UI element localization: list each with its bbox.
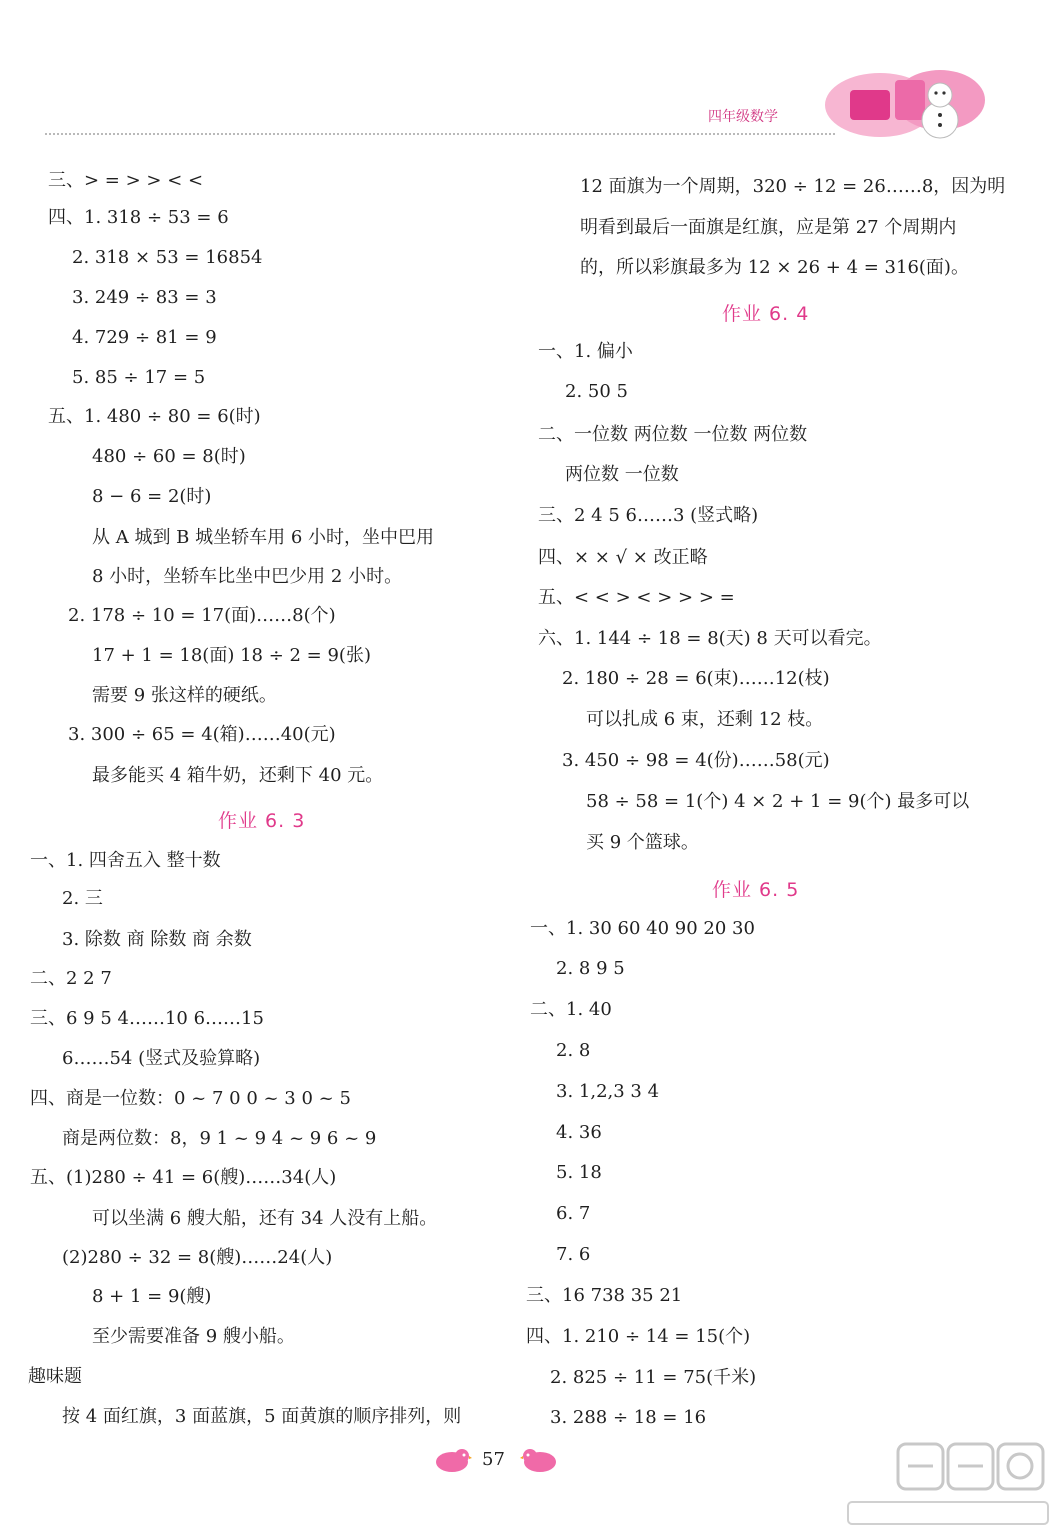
answer-line: 一、1. 四舍五入 整十数 <box>30 850 221 871</box>
answer-line: 三、2 4 5 6……3 (竖式略) <box>538 505 759 526</box>
answer-line: 的，所以彩旗最多为 12 × 26 + 4 = 316(面)。 <box>580 257 969 278</box>
answer-line: 4. 36 <box>556 1122 602 1143</box>
answer-line: 2. 三 <box>62 888 103 909</box>
answer-line: 4. 729 ÷ 81 = 9 <box>72 327 217 348</box>
answer-line: 2. 50 5 <box>565 381 628 402</box>
answer-line: 需要 9 张这样的硬纸。 <box>92 685 277 706</box>
answer-line: 五、< < > < > > > = <box>538 587 735 608</box>
answer-line: 两位数 一位数 <box>565 464 679 485</box>
answer-line: 二、2 2 7 <box>30 968 112 989</box>
answer-line: 趣味题 <box>28 1366 82 1387</box>
answer-line: 5. 18 <box>556 1162 602 1183</box>
section-title: 作业 6. 4 <box>722 303 810 325</box>
answer-line: 17 + 1 = 18(面) 18 ÷ 2 = 9(张) <box>92 645 371 666</box>
answer-line: 2. 180 ÷ 28 = 6(束)……12(枝) <box>562 668 830 689</box>
answer-line: 四、× × √ × 改正略 <box>538 547 708 568</box>
section-title: 作业 6. 3 <box>218 810 306 832</box>
answer-line: 2. 318 × 53 = 16854 <box>72 247 263 268</box>
answer-line: 四、1. 318 ÷ 53 = 6 <box>48 207 229 228</box>
answer-line: 商是两位数：8，9 1 ~ 9 4 ~ 9 6 ~ 9 <box>62 1128 377 1149</box>
answer-line: 7. 6 <box>556 1244 591 1265</box>
answer-line: 可以扎成 6 束，还剩 12 枝。 <box>586 709 824 730</box>
answer-line: 一、1. 30 60 40 90 20 30 <box>530 918 755 939</box>
section-title: 作业 6. 5 <box>712 879 800 901</box>
answer-line: 6. 7 <box>556 1203 591 1224</box>
header-divider <box>45 133 835 135</box>
answer-line: 四、1. 210 ÷ 14 = 15(个) <box>526 1326 751 1347</box>
answer-line: 2. 8 <box>556 1040 591 1061</box>
answer-line: 8 小时，坐轿车比坐中巴少用 2 小时。 <box>92 566 403 587</box>
answer-line: 2. 178 ÷ 10 = 17(面)……8(个) <box>68 605 336 626</box>
answer-line: 8 + 1 = 9(艘) <box>92 1286 212 1307</box>
answer-line: 3. 300 ÷ 65 = 4(箱)……40(元) <box>68 724 336 745</box>
answer-line: (2)280 ÷ 32 = 8(艘)……24(人) <box>62 1247 333 1268</box>
answer-line: 三、6 9 5 4……10 6……15 <box>30 1008 264 1029</box>
answer-line: 可以坐满 6 艘大船，还有 34 人没有上船。 <box>92 1208 438 1229</box>
header-decoration-icon <box>820 60 990 150</box>
answer-line: 三、> = > > < < <box>48 170 204 191</box>
watermark-logo-icon <box>808 1424 1058 1534</box>
answer-line: 58 ÷ 58 = 1(个) 4 × 2 + 1 = 9(个) 最多可以 <box>586 791 970 812</box>
answer-line: 五、1. 480 ÷ 80 = 6(时) <box>48 406 261 427</box>
answer-line: 二、一位数 两位数 一位数 两位数 <box>538 424 808 445</box>
answer-line: 3. 249 ÷ 83 = 3 <box>72 287 217 308</box>
answer-line: 一、1. 偏小 <box>538 341 633 362</box>
answer-line: 3. 除数 商 除数 商 余数 <box>62 929 252 950</box>
header-subject-label: 四年级数学 <box>708 109 778 125</box>
answer-line: 至少需要准备 9 艘小船。 <box>92 1326 295 1347</box>
answer-line: 按 4 面红旗，3 面蓝旗，5 面黄旗的顺序排列，则 <box>62 1406 462 1427</box>
answer-line: 12 面旗为一个周期，320 ÷ 12 = 26……8，因为明 <box>580 176 1006 197</box>
answer-line: 三、16 738 35 21 <box>526 1285 683 1306</box>
answer-line: 五、(1)280 ÷ 41 = 6(艘)……34(人) <box>30 1167 337 1188</box>
answer-line: 二、1. 40 <box>530 999 612 1020</box>
answer-line: 六、1. 144 ÷ 18 = 8(天) 8 天可以看完。 <box>538 628 882 649</box>
answer-line: 480 ÷ 60 = 8(时) <box>92 446 246 467</box>
answer-line: 3. 288 ÷ 18 = 16 <box>550 1407 707 1428</box>
answer-line: 从 A 城到 B 城坐轿车用 6 小时，坐中巴用 <box>92 527 435 548</box>
bird-decoration-icon <box>520 1446 560 1474</box>
answer-line: 2. 8 9 5 <box>556 958 625 979</box>
answer-line: 买 9 个篮球。 <box>586 832 699 853</box>
bird-decoration-icon <box>432 1446 472 1474</box>
page-number: 57 <box>482 1449 505 1470</box>
answer-line: 2. 825 ÷ 11 = 75(千米) <box>550 1367 757 1388</box>
answer-line: 5. 85 ÷ 17 = 5 <box>72 367 206 388</box>
answer-line: 3. 450 ÷ 98 = 4(份)……58(元) <box>562 750 830 771</box>
answer-line: 明看到最后一面旗是红旗，应是第 27 个周期内 <box>580 217 957 238</box>
answer-line: 最多能买 4 箱牛奶，还剩下 40 元。 <box>92 765 384 786</box>
answer-line: 8 − 6 = 2(时) <box>92 486 212 507</box>
answer-line: 3. 1,2,3 3 4 <box>556 1081 660 1102</box>
answer-line: 6……54 (竖式及验算略) <box>62 1048 261 1069</box>
answer-line: 四、商是一位数：0 ~ 7 0 0 ~ 3 0 ~ 5 <box>30 1088 351 1109</box>
